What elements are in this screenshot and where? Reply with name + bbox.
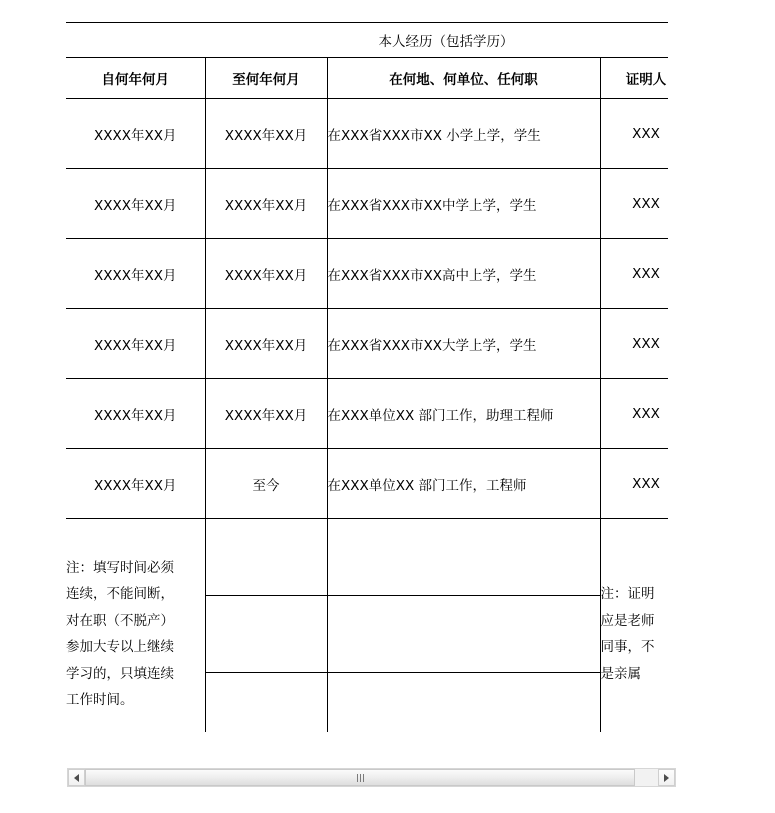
cell-to: XXXX年XX月 — [205, 239, 327, 309]
note-left-line: 连续，不能间断， — [66, 586, 174, 602]
cell-witness: XXX — [600, 239, 668, 309]
blank-cell-to — [205, 673, 327, 733]
cell-description: 在XXX省XXX市XX 小学上学，学生 — [327, 99, 600, 169]
note-right — [600, 519, 668, 733]
column-header-witness: 证明人 — [600, 58, 668, 99]
note-right-line: 是亲属 — [600, 665, 641, 682]
scroll-right-button[interactable] — [658, 769, 675, 786]
column-header-to: 至何年何月 — [205, 58, 327, 99]
cell-to: XXXX年XX月 — [205, 379, 327, 449]
scrollbar-track[interactable] — [85, 769, 658, 786]
note-left-line: 学习的，只填连续 — [66, 665, 174, 682]
cell-witness: XXX — [600, 309, 668, 379]
cell-to: XXXX年XX月 — [205, 309, 327, 379]
page-title: 本人经历（包括学历） — [66, 23, 668, 58]
note-right-line: 同事，不 — [600, 639, 655, 655]
blank-cell-to — [205, 596, 327, 673]
table-row — [66, 309, 668, 379]
triangle-left-icon — [74, 774, 79, 782]
note-right-line: 注：证明 — [600, 586, 655, 602]
cell-from: XXXX年XX月 — [66, 379, 205, 449]
cell-to: XXXX年XX月 — [205, 99, 327, 169]
table-row — [66, 239, 668, 309]
column-header-description: 在何地、何单位、任何职 — [327, 58, 600, 99]
experience-table-clip — [66, 22, 668, 732]
triangle-right-icon — [664, 774, 669, 782]
cell-from: XXXX年XX月 — [66, 449, 205, 519]
table-row — [66, 99, 668, 169]
note-left-line: 工作时间。 — [66, 692, 134, 708]
table-row — [66, 169, 668, 239]
note-left-line: 参加大专以上继续 — [66, 639, 174, 655]
experience-table — [66, 22, 668, 732]
table-title-row — [66, 23, 668, 58]
column-header-from: 自何年何月 — [66, 58, 205, 99]
note-right-line: 应是老师 — [600, 612, 655, 629]
cell-description: 在XXX单位XX 部门工作，工程师 — [327, 449, 600, 519]
blank-cell-description — [327, 519, 600, 596]
note-left-line: 对在职（不脱产） — [66, 612, 174, 629]
cell-from: XXXX年XX月 — [66, 169, 205, 239]
blank-cell-description — [327, 673, 600, 733]
grip-dots-icon — [357, 774, 364, 782]
blank-cell-to — [205, 519, 327, 596]
table-header-row — [66, 58, 668, 99]
cell-description: 在XXX省XXX市XX中学上学，学生 — [327, 169, 600, 239]
scrollbar-thumb[interactable] — [85, 769, 635, 786]
cell-from: XXXX年XX月 — [66, 239, 205, 309]
cell-witness: XXX — [600, 379, 668, 449]
cell-description: 在XXX省XXX市XX大学上学，学生 — [327, 309, 600, 379]
cell-to: XXXX年XX月 — [205, 169, 327, 239]
cell-witness: XXX — [600, 169, 668, 239]
cell-witness: XXX — [600, 99, 668, 169]
cell-description: 在XXX单位XX 部门工作，助理工程师 — [327, 379, 600, 449]
note-left-line: 注：填写时间必须 — [66, 559, 174, 576]
blank-cell-description — [327, 596, 600, 673]
scroll-left-button[interactable] — [68, 769, 85, 786]
cell-description: 在XXX省XXX市XX高中上学，学生 — [327, 239, 600, 309]
cell-to: 至今 — [205, 449, 327, 519]
horizontal-scrollbar[interactable] — [67, 768, 676, 787]
cell-from: XXXX年XX月 — [66, 99, 205, 169]
note-left — [66, 519, 205, 733]
notes-row-1 — [66, 519, 668, 596]
cell-witness: XXX — [600, 449, 668, 519]
table-row — [66, 379, 668, 449]
cell-from: XXXX年XX月 — [66, 309, 205, 379]
table-row — [66, 449, 668, 519]
